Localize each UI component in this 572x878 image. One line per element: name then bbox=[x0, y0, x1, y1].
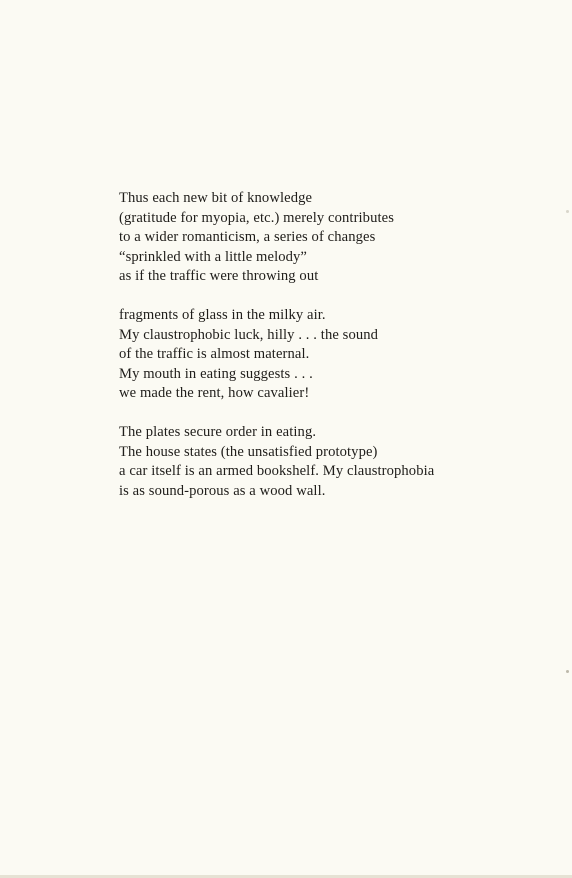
poem-stanza-2 bbox=[119, 306, 539, 404]
poem-line: Thus each new bit of knowledge bbox=[119, 190, 313, 206]
poem-line: fragments of glass in the milky air. bbox=[119, 307, 326, 323]
poem-line: My mouth in eating suggests . . . bbox=[119, 365, 313, 382]
poem-line: is as sound-porous as a wood wall. bbox=[119, 482, 326, 499]
poem-line: as if the traffic were throwing out bbox=[119, 268, 319, 284]
poem-line: My claustrophobic luck, hilly . . . the sound bbox=[119, 326, 379, 343]
poem-line: a car itself is an armed bookshelf. My claustrophobia bbox=[119, 463, 435, 479]
poem-line: we made the rent, how cavalier! bbox=[119, 385, 310, 401]
poem-stanza-3 bbox=[119, 423, 539, 501]
poem-line: (gratitude for myopia, etc.) merely contributes bbox=[119, 209, 394, 226]
poem-line: The plates secure order in eating. bbox=[119, 424, 317, 440]
poem-line: The house states (the unsatisfied prototype) bbox=[119, 443, 378, 460]
poem-line: to a wider romanticism, a series of changes bbox=[119, 229, 376, 245]
poem-line: “sprinkled with a little melody” bbox=[119, 248, 308, 265]
paper-speck bbox=[566, 670, 569, 673]
poem-text bbox=[119, 189, 539, 521]
poem-line: of the traffic is almost maternal. bbox=[119, 346, 310, 362]
paper-speck bbox=[566, 210, 569, 213]
poem-stanza-1 bbox=[119, 189, 539, 287]
